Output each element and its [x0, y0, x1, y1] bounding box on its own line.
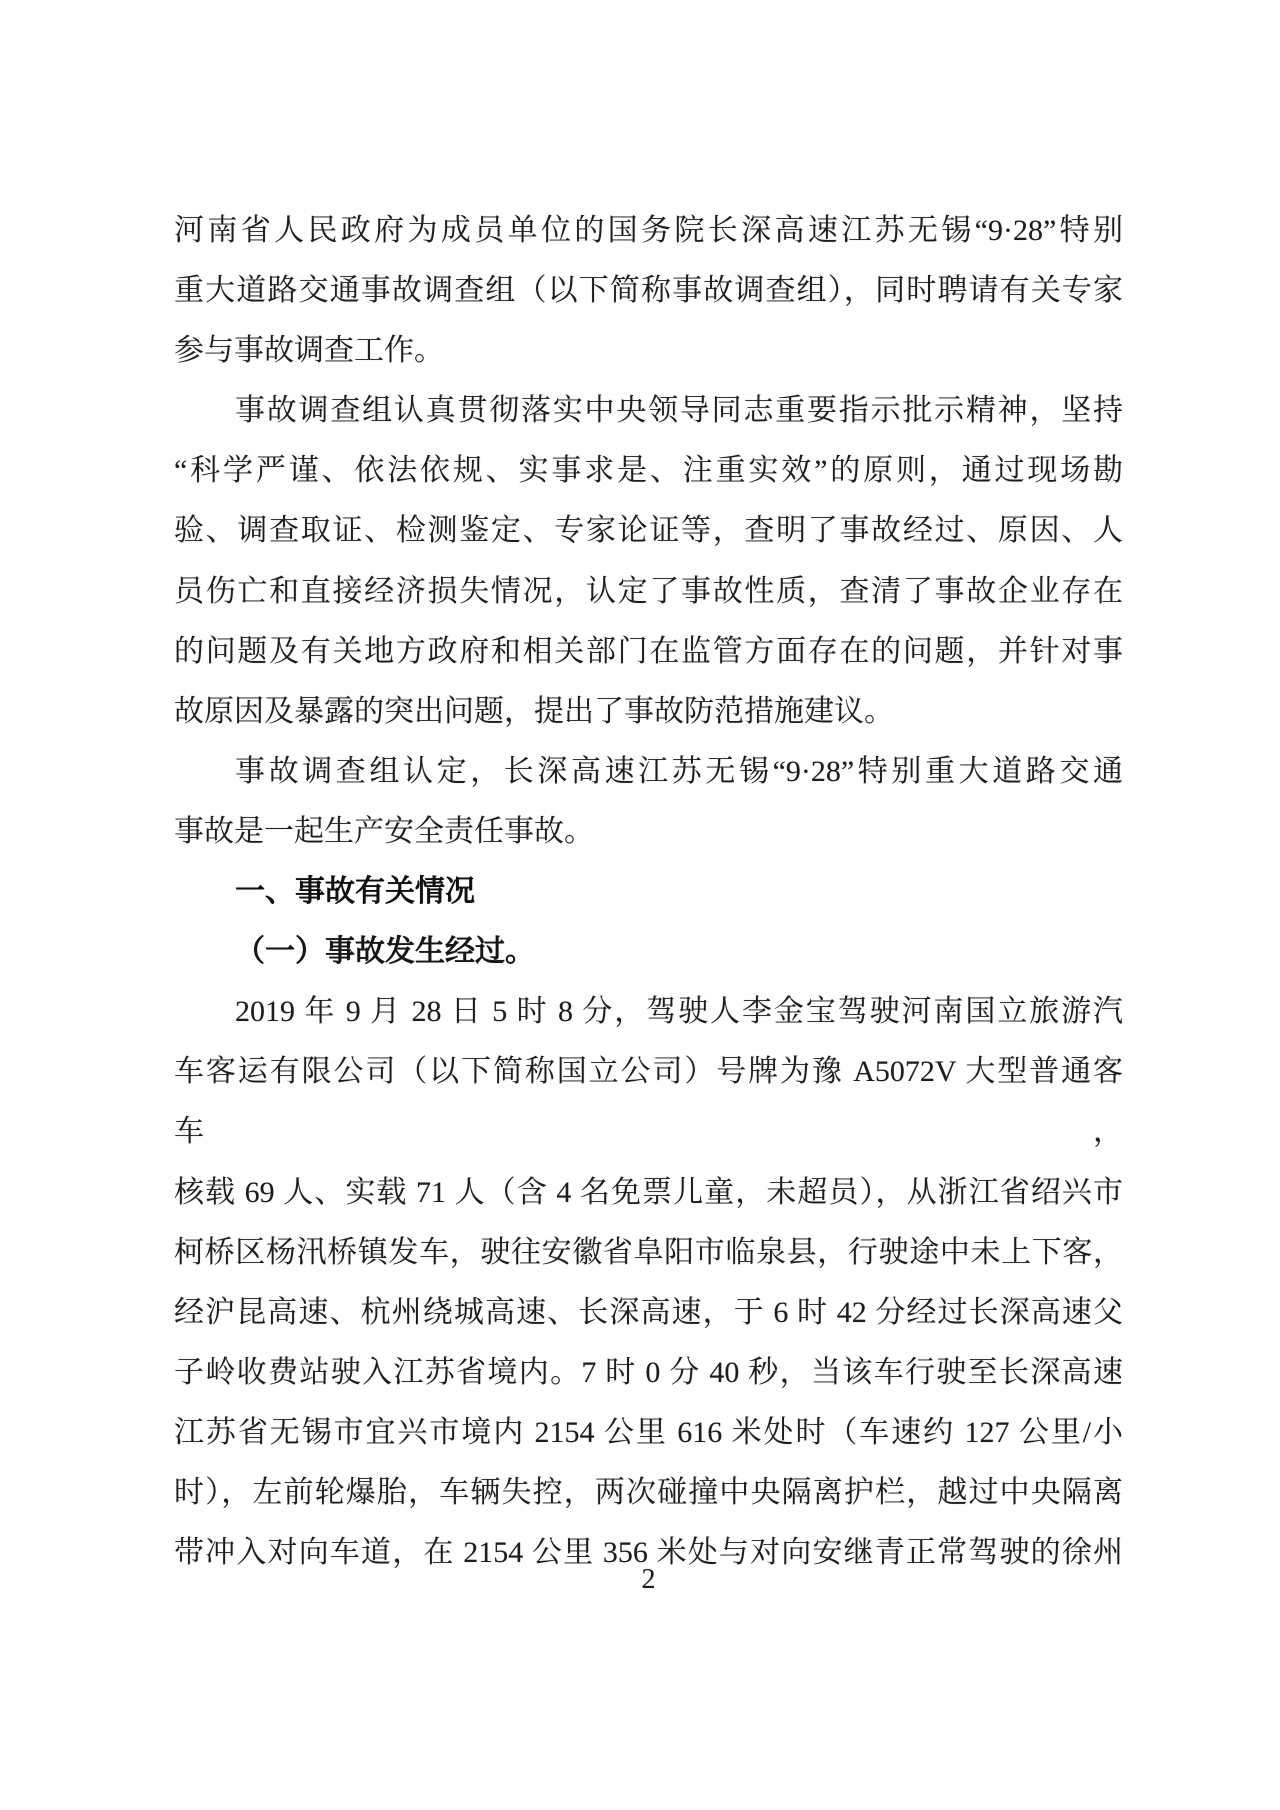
page-number: 2 [641, 1564, 656, 1595]
text-line: 参与事故调查工作。 [174, 334, 444, 368]
text-line: “科学严谨、依法依规、实事求是、注重实效”的原则，通过现场勘 [174, 454, 1123, 488]
text-line: 河南省人民政府为成员单位的国务院长深高速江苏无锡“9·28”特别 [174, 214, 1123, 247]
text-line: 验、调查取证、检测鉴定、专家论证等，查明了事故经过、原因、人 [174, 514, 1123, 548]
text-line: 事故调查组认真贯彻落实中央领导同志重要指示批示精神，坚持 [235, 394, 1123, 428]
text-line: 事故是一起生产安全责任事故。 [174, 814, 594, 848]
text-line: 江苏省无锡市宜兴市境内 2154 公里 616 米处时（车速约 127 公里/小 [174, 1415, 1123, 1449]
text-line: 故原因及暴露的突出问题，提出了事故防范措施建议。 [174, 694, 894, 728]
page-footer [174, 1563, 1123, 1597]
text-line: 经沪昆高速、杭州绕城高速、长深高速，于 6 时 42 分经过长深高速父 [174, 1295, 1123, 1329]
text-line: 柯桥区杨汛桥镇发车，驶往安徽省阜阳市临泉县，行驶途中未上下客， [174, 1235, 1123, 1269]
text-line: 事故调查组认定，长深高速江苏无锡“9·28”特别重大道路交通 [235, 754, 1123, 788]
section-heading: 一、事故有关情况 [235, 875, 475, 909]
text-line: 带冲入对向车道，在 2154 公里 356 米处与对向安继青正常驾驶的徐州 [174, 1536, 1123, 1570]
subsection-heading: （一）事故发生经过。 [235, 935, 535, 969]
text-line: 2019 年 9 月 28 日 5 时 8 分，驾驶人李金宝驾驶河南国立旅游汽 [235, 995, 1123, 1029]
text-line: 车客运有限公司（以下简称国立公司）号牌为豫 A5072V 大型普通客车， [174, 1055, 1123, 1149]
text-line: 员伤亡和直接经济损失情况，认定了事故性质，查清了事故企业存在 [174, 574, 1123, 608]
text-line: 的问题及有关地方政府和相关部门在监管方面存在的问题，并针对事 [174, 634, 1123, 668]
text-line: 重大道路交通事故调查组（以下简称事故调查组），同时聘请有关专家 [174, 274, 1123, 308]
text-line: 子岭收费站驶入江苏省境内。7 时 0 分 40 秒，当该车行驶至长深高速 [174, 1355, 1123, 1389]
document-body [174, 201, 1123, 1583]
text-line: 核载 69 人、实载 71 人（含 4 名免票儿童，未超员），从浙江省绍兴市 [174, 1175, 1123, 1209]
text-line: 时），左前轮爆胎，车辆失控，两次碰撞中央隔离护栏，越过中央隔离 [174, 1475, 1123, 1509]
